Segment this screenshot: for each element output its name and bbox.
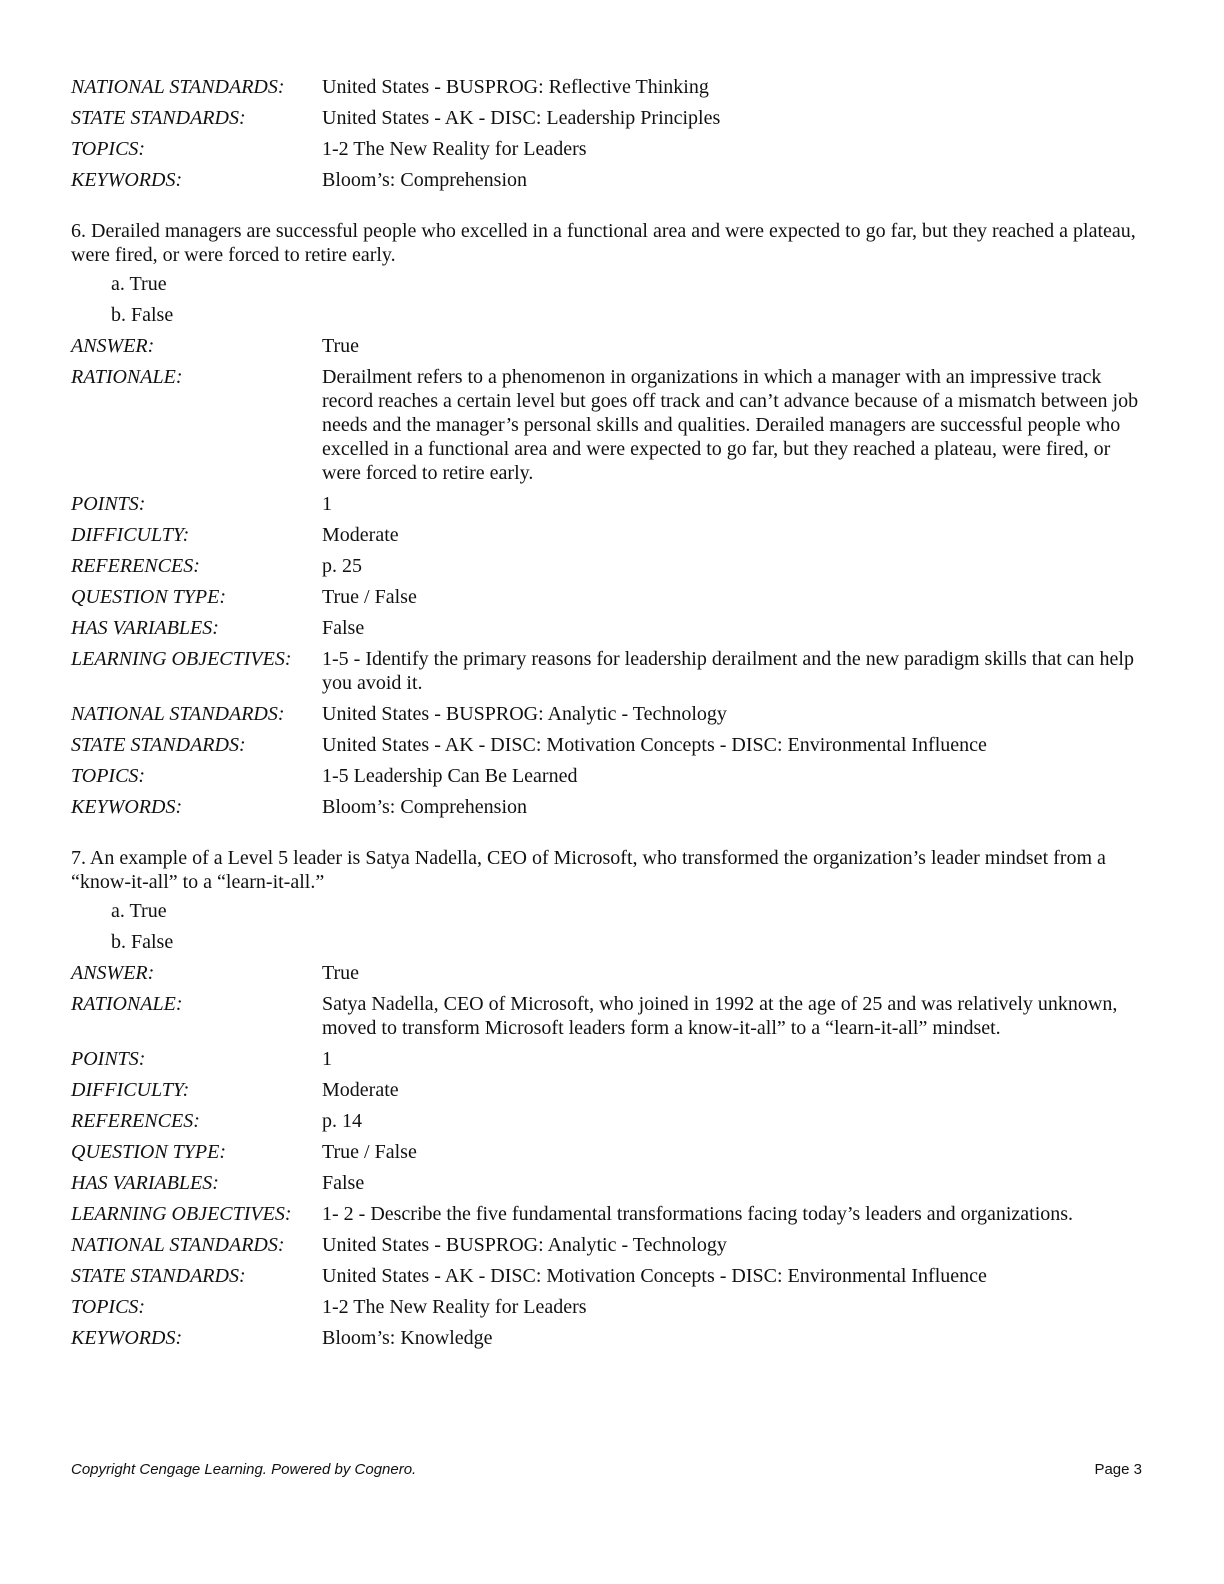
q6-state-standards-row [71,733,1146,757]
national-standards-value: United States - BUSPROG: Analytic - Technology [322,1234,727,1256]
page-footer [71,1461,1142,1479]
references-label: REFERENCES: [71,1110,200,1132]
topics-label: TOPICS: [71,1296,146,1318]
topics-label: TOPICS: [71,138,146,160]
state-standards-value: United States - AK - DISC: Motivation Concepts - DISC: Environmental Influence [322,734,987,756]
learning-objectives-value: 1- 2 - Describe the five fundamental transformations facing today’s leaders and organizations. [322,1203,1074,1225]
has-variables-value: False [322,617,365,639]
keywords-row [71,168,1146,192]
topics-row [71,137,1146,161]
q6-question-type-row [71,585,1146,609]
national-standards-label: NATIONAL STANDARDS: [71,1234,285,1256]
keywords-label: KEYWORDS: [71,1327,183,1349]
topics-label: TOPICS: [71,765,146,787]
national-standards-row [71,75,1146,99]
q6-has-variables-row [71,616,1146,640]
topics-value: 1-5 Leadership Can Be Learned [322,765,578,787]
points-label: POINTS: [71,1048,146,1070]
question-6-option-a: a. True [111,273,167,295]
rationale-label: RATIONALE: [71,366,183,388]
difficulty-label: DIFFICULTY: [71,1079,190,1101]
references-label: REFERENCES: [71,555,200,577]
answer-label: ANSWER: [71,962,155,984]
q6-topics-row [71,764,1146,788]
learning-objectives-label: LEARNING OBJECTIVES: [71,1203,292,1225]
national-standards-value: United States - BUSPROG: Reflective Thinking [322,76,709,98]
state-standards-value: United States - AK - DISC: Motivation Concepts - DISC: Environmental Influence [322,1265,987,1287]
topics-value: 1-2 The New Reality for Leaders [322,138,587,160]
has-variables-label: HAS VARIABLES: [71,617,219,639]
national-standards-label: NATIONAL STANDARDS: [71,703,285,725]
learning-objectives-value: 1-5 - Identify the primary reasons for leadership derailment and the new paradigm skills that can help you avoid it. [322,648,1134,694]
state-standards-label: STATE STANDARDS: [71,107,246,129]
points-value: 1 [322,493,332,515]
q6-answer-row [71,334,1146,358]
rationale-value: Derailment refers to a phenomenon in organizations in which a manager with an impressive track record reaches a certain level but goes off track and can’t advance because of a mismatch between job needs and the manager’s personal skills and qualities. Derailed managers are successful people who excelled in a functional area and were expected to go far, but they reached a plateau, were fired, or were forced to retire early. [322,366,1139,484]
points-label: POINTS: [71,493,146,515]
keywords-label: KEYWORDS: [71,169,183,191]
answer-value: True [322,335,360,357]
q6-keywords-row [71,795,1146,819]
learning-objectives-label: LEARNING OBJECTIVES: [71,648,292,670]
has-variables-label: HAS VARIABLES: [71,1172,219,1194]
rationale-label: RATIONALE: [71,993,183,1015]
q6-points-row [71,492,1146,516]
q6-difficulty-row [71,523,1146,547]
question-type-value: True / False [322,1141,417,1163]
keywords-value: Bloom’s: Knowledge [322,1327,493,1349]
q7-points-row [71,1047,1146,1071]
state-standards-label: STATE STANDARDS: [71,1265,246,1287]
document-page [71,75,1146,1357]
state-standards-value: United States - AK - DISC: Leadership Principles [322,107,721,129]
q7-references-row [71,1109,1146,1133]
question-7-option-b: b. False [111,931,174,953]
q7-question-type-row [71,1140,1146,1164]
national-standards-label: NATIONAL STANDARDS: [71,76,285,98]
keywords-label: KEYWORDS: [71,796,183,818]
q7-difficulty-row [71,1078,1146,1102]
difficulty-value: Moderate [322,524,399,546]
difficulty-value: Moderate [322,1079,399,1101]
question-6-text: 6. Derailed managers are successful people who excelled in a functional area and were expected to go far, but they reached a plateau, were fired, or were forced to retire early. [71,220,1136,266]
question-type-label: QUESTION TYPE: [71,586,227,608]
question-7-option-a: a. True [111,900,167,922]
q7-rationale-row [71,992,1146,1040]
question-type-value: True / False [322,586,417,608]
references-value: p. 25 [322,555,362,577]
keywords-value: Bloom’s: Comprehension [322,169,527,191]
answer-label: ANSWER: [71,335,155,357]
question-7-text: 7. An example of a Level 5 leader is Satya Nadella, CEO of Microsoft, who transformed the organization’s leader mindset from a “know-it-all” to a “learn-it-all.” [71,847,1106,893]
copyright-text: Copyright Cengage Learning. Powered by Cognero. [71,1461,417,1478]
answer-value: True [322,962,360,984]
state-standards-row [71,106,1146,130]
q6-learning-objectives-row [71,647,1146,695]
references-value: p. 14 [322,1110,362,1132]
keywords-value: Bloom’s: Comprehension [322,796,527,818]
page-number: Page 3 [1094,1461,1142,1478]
q7-has-variables-row [71,1171,1146,1195]
difficulty-label: DIFFICULTY: [71,524,190,546]
has-variables-value: False [322,1172,365,1194]
q7-topics-row [71,1295,1146,1319]
q7-keywords-row [71,1326,1146,1350]
question-type-label: QUESTION TYPE: [71,1141,227,1163]
q7-answer-row [71,961,1146,985]
topics-value: 1-2 The New Reality for Leaders [322,1296,587,1318]
q7-state-standards-row [71,1264,1146,1288]
q6-rationale-row [71,365,1146,485]
q6-references-row [71,554,1146,578]
state-standards-label: STATE STANDARDS: [71,734,246,756]
points-value: 1 [322,1048,332,1070]
question-6-option-b: b. False [111,304,174,326]
q7-learning-objectives-row [71,1202,1146,1226]
q7-national-standards-row [71,1233,1146,1257]
national-standards-value: United States - BUSPROG: Analytic - Technology [322,703,727,725]
rationale-value: Satya Nadella, CEO of Microsoft, who joined in 1992 at the age of 25 and was relatively unknown, moved to transform Microsoft leaders form a know-it-all” to a “learn-it-all” mindset. [322,993,1118,1039]
q6-national-standards-row [71,702,1146,726]
